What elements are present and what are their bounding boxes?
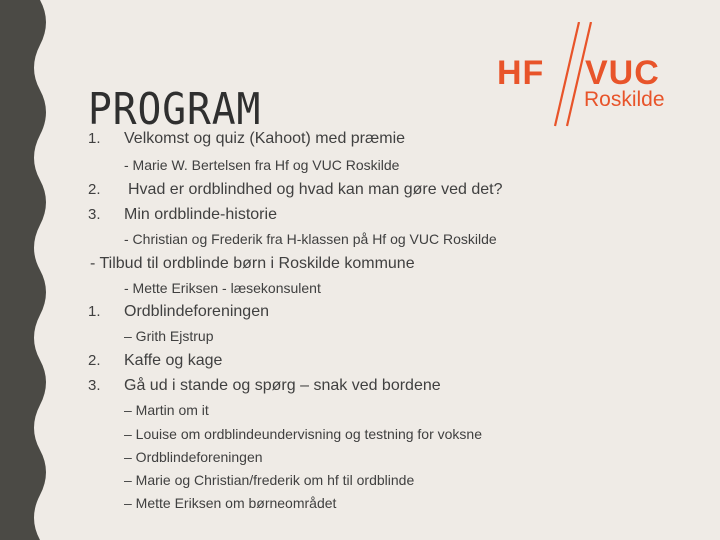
list-item: - Tilbud til ordblinde børn i Roskilde kommune <box>90 255 415 272</box>
item-number: 2. <box>88 352 101 369</box>
item-number: 1. <box>88 303 101 320</box>
item-number: 1. <box>88 130 101 147</box>
item-number: 3. <box>88 206 101 223</box>
list-item: - Mette Eriksen - læsekonsulent <box>124 280 321 296</box>
item-text: Ordblindeforeningen <box>124 303 269 320</box>
item-number: 2. <box>88 181 101 198</box>
logo-hf-text: HF <box>497 54 545 92</box>
item-text: Gå ud i stande og spørg – snak ved bordene <box>124 377 441 394</box>
item-number: 3. <box>88 377 101 394</box>
decorative-side-border <box>0 0 60 540</box>
hf-vuc-logo <box>493 18 673 128</box>
item-text: Kaffe og kage <box>124 352 223 369</box>
list-item: – Grith Ejstrup <box>124 328 214 344</box>
list-item: - Christian og Frederik fra H-klassen på Hf og VUC Roskilde <box>124 231 497 247</box>
item-text: Velkomst og quiz (Kahoot) med præmie <box>124 130 406 147</box>
list-item: – Louise om ordblindeundervisning og testning for voksne <box>124 426 483 442</box>
logo-city-text: Roskilde <box>584 88 665 111</box>
item-text: Hvad er ordblindhed og hvad kan man gøre ved det? <box>128 181 503 198</box>
list-item: – Martin om it <box>124 402 209 418</box>
list-item: – Ordblindeforeningen <box>124 449 263 465</box>
list-item: – Mette Eriksen om børneområdet <box>124 495 337 511</box>
slide-title: PROGRAM <box>88 84 262 135</box>
logo-vuc-text: VUC <box>585 54 660 92</box>
list-item: - Marie W. Bertelsen fra Hf og VUC Roskilde <box>124 157 400 173</box>
item-text: Min ordblinde-historie <box>124 206 277 223</box>
list-item: – Marie og Christian/frederik om hf til ordblinde <box>124 472 415 488</box>
